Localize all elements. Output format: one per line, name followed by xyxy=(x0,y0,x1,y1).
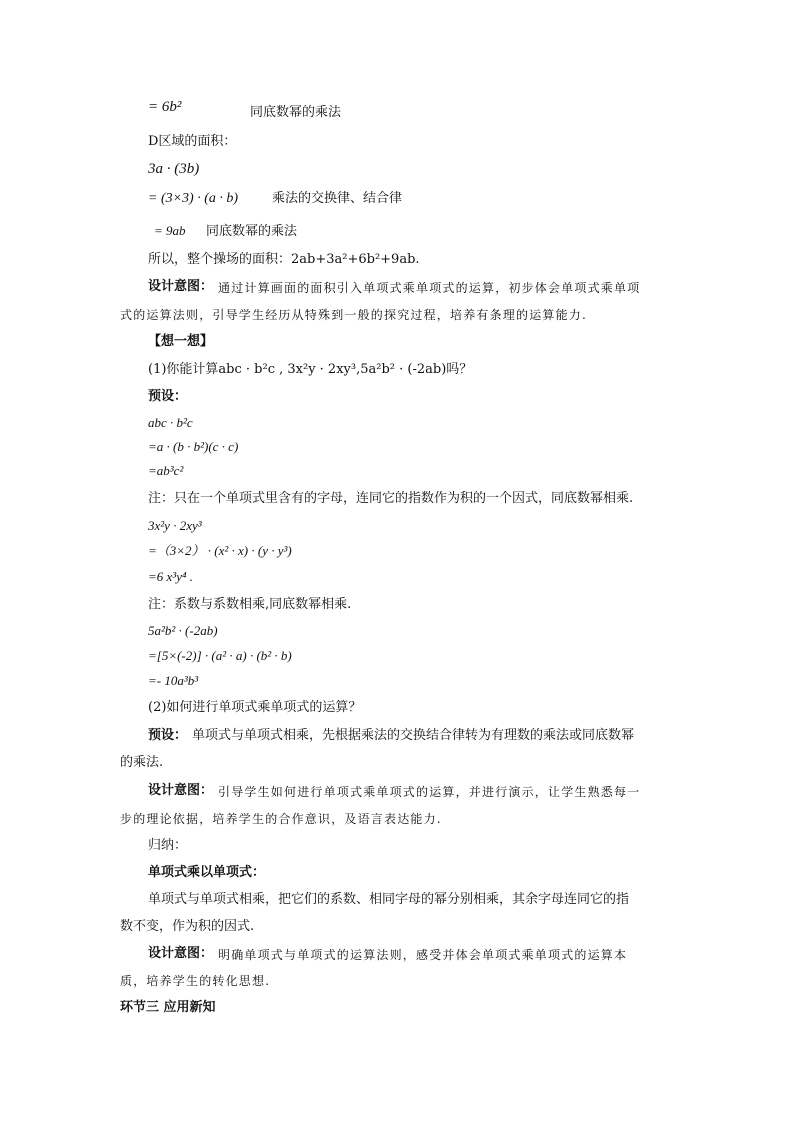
equation-line: 5a²b² · (-2ab) xyxy=(148,623,218,638)
equation-line: =a · (b · b²)(c · c) xyxy=(148,439,239,454)
equation-line: =ab³c² xyxy=(148,463,184,478)
paragraph-line: D区域的面积： xyxy=(148,134,237,149)
paragraph-line: 单项式与单项式相乘，先根据乘法的交换结合律转为有理数的乘法或同底数幂 xyxy=(192,728,635,743)
paragraph-line: 数不变，作为积的因式. xyxy=(120,919,255,934)
equation-line: =[5×(-2)] · (a² · a) · (b² · b) xyxy=(148,648,292,663)
equation-line: abc · b²c xyxy=(148,415,193,430)
rule-heading: 单项式乘以单项式： xyxy=(148,865,266,880)
annotation-text: 同底数幂的乘法 xyxy=(250,105,342,120)
paragraph-line: 引导学生如何进行单项式乘单项式的运算，并进行演示，让学生熟悉每一 xyxy=(218,785,641,799)
paragraph-line: 明确单项式与单项式的运算法则，感受并体会单项式乘单项式的运算本 xyxy=(218,948,628,962)
section-label: 预设： xyxy=(148,389,188,404)
paragraph-line: 的乘法. xyxy=(120,755,164,770)
annotation-text: 乘法的交换律、结合律 xyxy=(272,191,403,206)
equation-line: =- 10a³b³ xyxy=(148,673,199,688)
paragraph-line: 式的运算法则，引导学生经历从特殊到一般的探究过程，培养有条理的运算能力. xyxy=(120,308,588,322)
section-heading: 【想一想】 xyxy=(148,334,214,349)
paragraph-line: 质，培养学生的转化思想. xyxy=(120,974,271,988)
note-line: 注：只在一个单项式里含有的字母，连同它的指数作为积的一个因式，同底数幂相乘. xyxy=(148,491,634,506)
section-label: 设计意图： xyxy=(148,783,214,798)
question-line: (1)你能计算abc · b²c , 3x²y · 2xy³,5a²b² · (-2ab)吗？ xyxy=(148,362,473,377)
section-label: 设计意图： xyxy=(148,946,214,961)
equation-line: =6 x³y⁴ . xyxy=(148,569,193,584)
equation-line: 3a · (3b) xyxy=(148,161,200,177)
equation-line: 3x²y · 2xy³ xyxy=(148,518,202,533)
paragraph-line: 步的理论依据，培养学生的合作意识，及语言表达能力. xyxy=(120,812,442,826)
paragraph-line: 单项式与单项式相乘，把它们的系数、相同字母的幂分别相乘，其余字母连同它的指 xyxy=(148,892,630,907)
question-line: (2)如何进行单项式乘单项式的运算？ xyxy=(148,700,362,715)
section-heading: 环节三 应用新知 xyxy=(120,1000,216,1015)
section-label: 设计意图： xyxy=(148,279,214,294)
note-line: 注：系数与系数相乘,同底数幂相乘. xyxy=(148,597,352,612)
section-label: 归纳： xyxy=(148,838,188,853)
paragraph-line: 所以，整个操场的面积：2ab+3a²+6b²+9ab. xyxy=(148,252,420,267)
equation-line: = (3×3) · (a · b) xyxy=(148,191,239,206)
paragraph-line: 通过计算画面的面积引入单项式乘单项式的运算，初步体会单项式乘单项 xyxy=(218,281,641,295)
annotation-text: 同底数幂的乘法 xyxy=(206,224,298,239)
section-label: 预设： xyxy=(148,728,188,743)
equation-line: = 9ab xyxy=(154,223,186,238)
equation-line: =（3×2） · (x² · x) · (y · y³) xyxy=(148,543,292,558)
equation-line: = 6b² xyxy=(148,99,182,115)
